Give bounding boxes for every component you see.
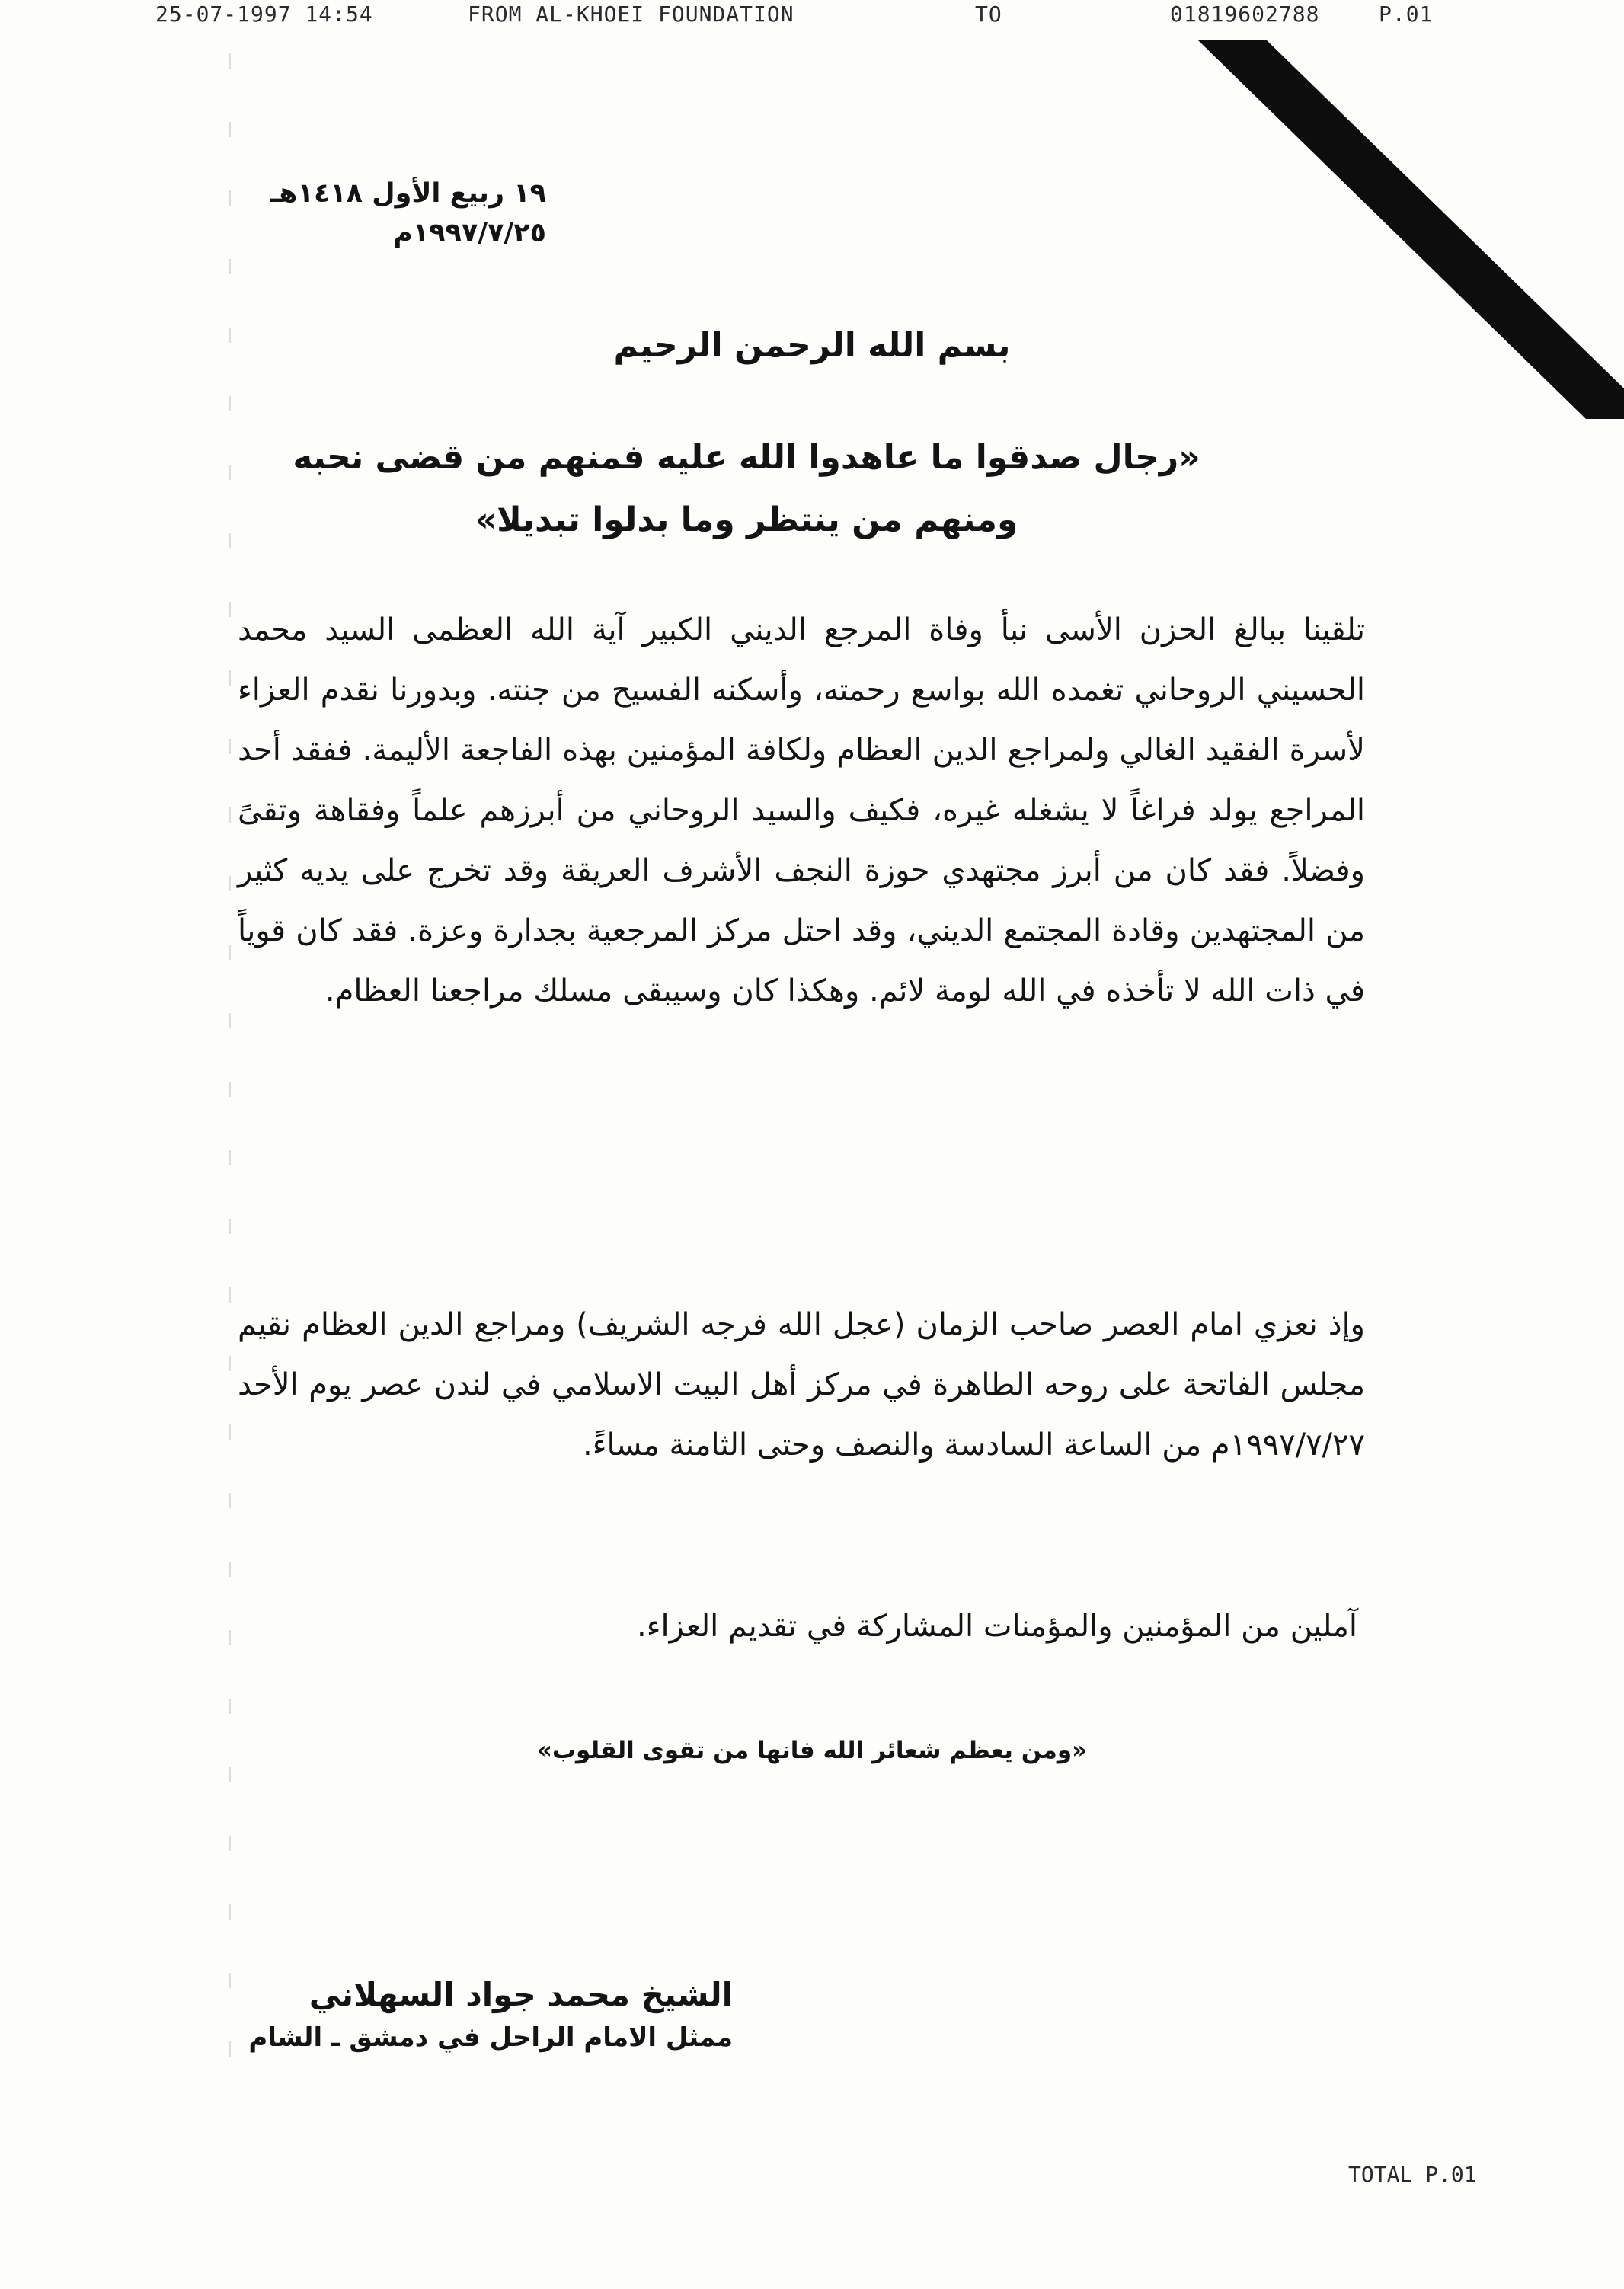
basmala-heading: بسم الله الرحمن الرحيم (613, 326, 1011, 365)
quran-verse-line-2: ومنهم من ينتظر وما بدلوا تبديلا» (475, 500, 1018, 539)
fax-number: 01819602788 (1170, 2, 1320, 27)
body-paragraph-2: وإذ نعزي امام العصر صاحب الزمان (عجل الله فرجه الشريف) ومراجع الدين العظام نقيم مجلس الفاتحة على روحه الطاهرة في مركز أهل البيت الاسلامي في لندن عصر يوم الأحد ١٩٩٧/٧/٢٧م من الساعة السادسة والنصف وحتى الثامنة مساءً. (238, 1307, 1365, 1463)
fax-from: FROM AL-KHOEI FOUNDATION (468, 2, 794, 27)
closing-line: آملين من المؤمنين والمؤمنات المشاركة في تقديم العزاء. (636, 1609, 1357, 1644)
fax-to: TO (975, 2, 1002, 27)
hijri-date: ١٩ ربيع الأول ١٤١٨هـ (270, 178, 546, 209)
closing-verse: «ومن يعظم شعائر الله فانها من تقوى القلوب» (536, 1737, 1088, 1764)
fax-page-number: P.01 (1379, 2, 1434, 27)
gregorian-date: ١٩٩٧/٧/٢٥م (393, 218, 546, 248)
fax-datetime: 25-07-1997 14:54 (155, 2, 373, 27)
signature-block (248, 1971, 733, 2057)
fax-header (0, 0, 1624, 34)
quran-verse (229, 427, 1264, 551)
quran-verse-line-1: «رجال صدقوا ما عاهدوا الله عليه فمنهم من قضى نحبه (293, 438, 1200, 477)
fax-total-pages: TOTAL P.01 (1348, 2162, 1477, 2187)
signature-name: الشيخ محمد جواد السهلاني (308, 1976, 733, 2013)
letter-date (270, 174, 546, 253)
signature-title: ممثل الامام الراحل في دمشق ـ الشام (248, 2022, 733, 2053)
body-paragraph-1: تلقينا ببالغ الحزن الأسى نبأ وفاة المرجع الديني الكبير آية الله العظمى السيد محمد الحسيني الروحاني تغمده الله بواسع رحمته، وأسكنه الفسيح من جنته. وبدورنا نقدم العزاء لأسرة الفقيد الغالي ولمراجع الدين العظام ولكافة المؤمنين بهذه الفاجعة الأليمة. ففقد أحد المراجع يولد فراغاً لا يشغله غيره، فكيف والسيد الروحاني من أبرزهم علماً وفقاهة وتقىً وفضلاً. فقد كان من أبرز مجتهدي حوزة النجف الأشرف العريقة وقد تخرج على يديه كثير من المجتهدين وقادة المجتمع الديني، وقد احتل مركز المرجعية بجدارة وعزة. فقد كان قوياً في ذات الله لا تأخذه في الله لومة لائم. وهكذا كان وسيبقى مسلك مراجعنا العظام. (238, 612, 1365, 1009)
